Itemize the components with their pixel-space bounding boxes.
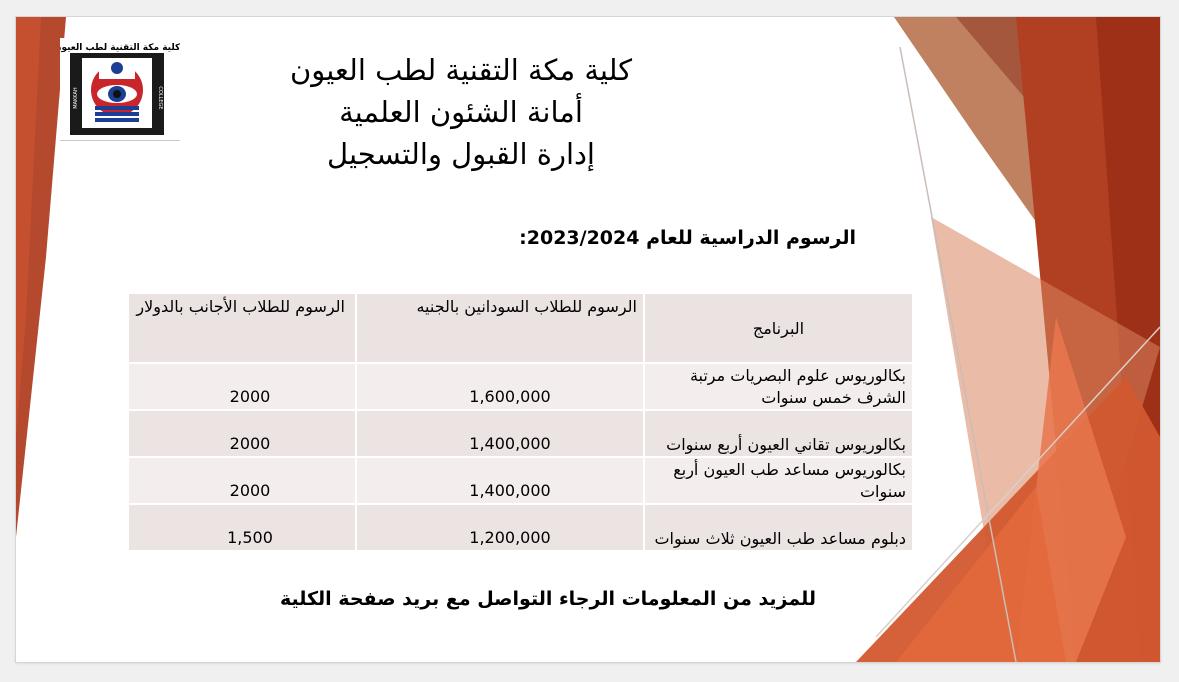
foreign-fee-value: 1,500: [227, 528, 273, 547]
sudanese-fee-value: 1,200,000: [469, 528, 551, 547]
fees-table: [128, 293, 913, 551]
program-cell: بكالوريوس علوم البصريات مرتبة الشرف خمس سنوات: [644, 363, 913, 410]
sudanese-fee-cell: [356, 410, 644, 457]
table-row: [128, 504, 913, 551]
sudanese-fee-cell: [356, 363, 644, 410]
sudanese-fee-cell: [356, 504, 644, 551]
header-office: إدارة القبول والتسجيل: [327, 137, 595, 171]
column-header-foreign-fees: الرسوم للطلاب الأجانب بالدولار: [128, 293, 356, 363]
svg-text:MAKKAH: MAKKAH: [73, 87, 79, 109]
program-cell: دبلوم مساعد طب العيون ثلاث سنوات: [644, 504, 913, 551]
foreign-fee-cell: [128, 457, 356, 504]
table-row: [128, 363, 913, 410]
foreign-fee-value: 2000: [229, 481, 271, 500]
slide-header: [236, 49, 686, 175]
column-header-program: البرنامج: [644, 293, 913, 363]
foreign-fee-value: 2000: [229, 434, 271, 453]
sudanese-fee-value: 1,600,000: [469, 387, 551, 406]
sudanese-fee-value: 1,400,000: [469, 434, 551, 453]
header-college-name: كلية مكة التقنية لطب العيون: [289, 53, 633, 87]
svg-text:COLLEGE: COLLEGE: [157, 86, 163, 110]
table-header-row: [128, 293, 913, 363]
foreign-fee-value: 2000: [229, 387, 271, 406]
foreign-fee-cell: [128, 363, 356, 410]
contact-note: للمزيد من المعلومات الرجاء التواصل مع بريد صفحة الكلية: [279, 588, 816, 610]
sudanese-fee-cell: [356, 457, 644, 504]
slide: [16, 17, 1160, 662]
college-logo: [60, 38, 180, 141]
sudanese-fee-value: 1,400,000: [469, 481, 551, 500]
logo-arabic-text: كلية مكة التقنية لطب العيون: [60, 43, 180, 53]
table-row: [128, 410, 913, 457]
foreign-fee-cell: [128, 410, 356, 457]
program-cell: بكالوريوس تقاني العيون أربع سنوات: [644, 410, 913, 457]
table-row: [128, 457, 913, 504]
column-header-sudanese-fees: الرسوم للطلاب السودانين بالجنيه: [356, 293, 644, 363]
program-cell: بكالوريوس مساعد طب العيون أربع سنوات: [644, 457, 913, 504]
header-department: أمانة الشئون العلمية: [339, 95, 583, 129]
foreign-fee-cell: [128, 504, 356, 551]
fees-title: الرسوم الدراسية للعام 2023/2024:: [519, 227, 856, 249]
